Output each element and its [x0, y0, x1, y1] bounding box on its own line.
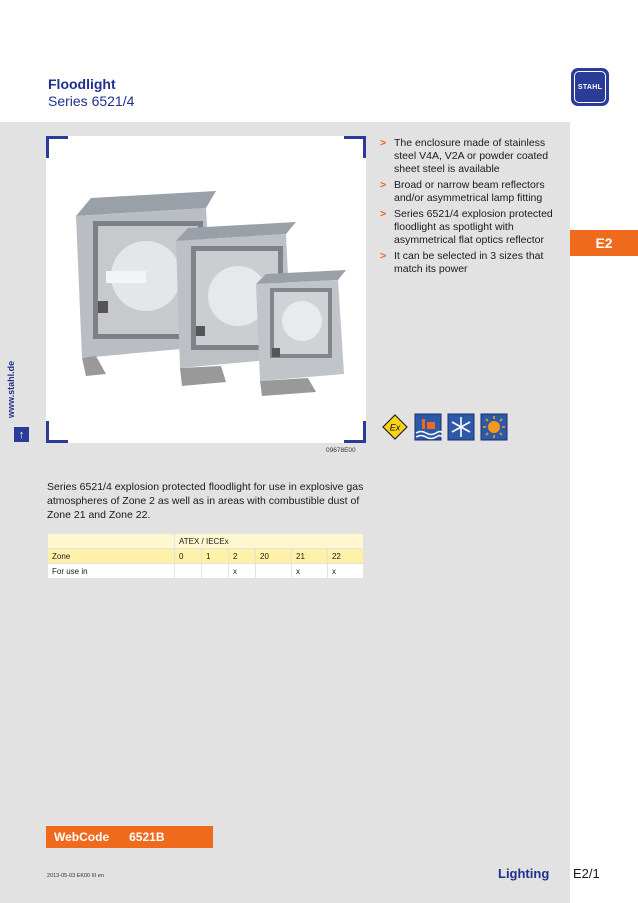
frame-corner-bl — [46, 421, 68, 443]
offshore-icon — [414, 413, 442, 441]
use-label: For use in — [48, 564, 175, 579]
zone-cell: 2 — [229, 549, 256, 564]
side-strip — [570, 0, 638, 903]
up-arrow-icon[interactable]: ↑ — [14, 427, 29, 442]
feature-item: > Broad or narrow beam reflectors and/or asymmetrical lamp fitting — [380, 179, 545, 204]
table-cell — [48, 534, 175, 549]
webcode-badge[interactable] — [46, 826, 213, 848]
frame-corner-tl — [46, 136, 68, 158]
feature-item: > Series 6521/4 explosion protected floodlight as spotlight with asymmetrical flat optics reflector — [380, 208, 553, 246]
floodlight-illustration — [46, 136, 366, 443]
use-cell: x — [292, 564, 328, 579]
use-cell: x — [327, 564, 363, 579]
product-photo — [46, 136, 366, 443]
zone-cell: 20 — [256, 549, 292, 564]
heat-icon — [480, 413, 508, 441]
bullet-marker: > — [380, 208, 387, 220]
bullet-marker: > — [380, 179, 387, 191]
bullet-marker: > — [380, 250, 387, 262]
webcode-label: WebCode — [54, 830, 110, 844]
webcode-value: 6521B — [129, 830, 165, 844]
page-title: Floodlight — [48, 76, 116, 92]
zone-cell: 22 — [327, 549, 363, 564]
atex-table — [47, 533, 364, 579]
zone-cell: 21 — [292, 549, 328, 564]
footer-date: 2013-05-03 EK00 III en — [47, 873, 104, 879]
zone-cell: 1 — [202, 549, 229, 564]
use-cell — [256, 564, 292, 579]
footer-section[interactable]: Lighting — [498, 866, 550, 881]
certification-icons — [381, 413, 508, 441]
page-subtitle: Series 6521/4 — [48, 93, 135, 109]
website-link[interactable]: www.stahl.de — [6, 360, 16, 418]
frame-corner-br — [344, 421, 366, 443]
zone-label: Zone — [48, 549, 175, 564]
use-cell — [202, 564, 229, 579]
feature-list — [380, 137, 558, 279]
bullet-marker: > — [380, 137, 387, 149]
page-number: E2/1 — [573, 866, 600, 881]
stahl-logo[interactable] — [571, 68, 609, 106]
zone-cell: 0 — [175, 549, 202, 564]
stahl-logo-text: STAHL — [574, 71, 606, 103]
feature-item: > It can be selected in 3 sizes that match its power — [380, 250, 544, 275]
use-cell: x — [229, 564, 256, 579]
feature-item: > The enclosure made of stainless steel V4A, V2A or powder coated sheet steel is available — [380, 137, 549, 175]
product-description: Series 6521/4 explosion protected floodlight for use in explosive gas atmospheres of Zone 2 as well as in areas with combustible dust of Zone 21 and Zone 22. — [47, 481, 364, 521]
use-cell — [175, 564, 202, 579]
ex-icon — [381, 413, 409, 441]
svg-text:Ex: Ex — [389, 422, 401, 433]
atex-header: ATEX / IECEx — [175, 534, 364, 549]
cold-icon — [447, 413, 475, 441]
frame-corner-tr — [344, 136, 366, 158]
section-tab-e2[interactable]: E2 — [570, 230, 638, 256]
table-header-row — [48, 534, 364, 549]
photo-code: 09678E00 — [326, 447, 356, 454]
table-row — [48, 549, 364, 564]
table-row — [48, 564, 364, 579]
